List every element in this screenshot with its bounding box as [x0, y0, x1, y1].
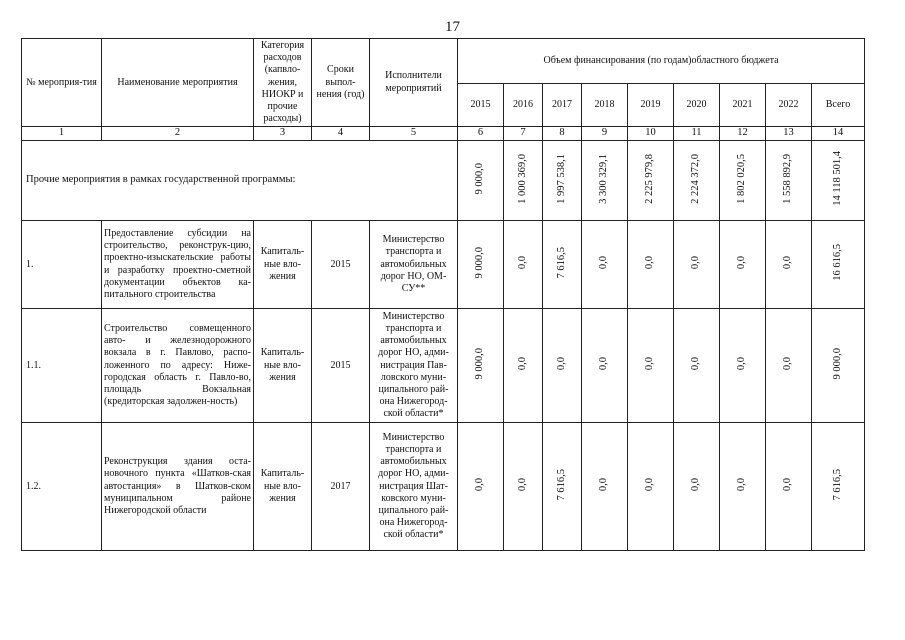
row-term: 2015: [312, 221, 370, 309]
summary-value-text: 2 224 372,0: [690, 153, 702, 204]
summary-value: [504, 141, 543, 221]
row-value: [628, 221, 674, 309]
row-value-text: 0,0: [555, 356, 567, 371]
index-cell: 12: [720, 127, 766, 141]
row-category: Капиталь-ные вло-жения: [254, 221, 312, 309]
row-value-text: 0,0: [690, 356, 702, 371]
row-value-text: 0,0: [516, 255, 528, 270]
summary-value: [543, 141, 582, 221]
index-cell: 13: [766, 127, 812, 141]
summary-total: [812, 141, 865, 221]
row-num: 1.: [22, 221, 102, 309]
header-year: 2017: [543, 83, 582, 127]
index-cell: 14: [812, 127, 865, 141]
header-total: Всего: [812, 83, 865, 127]
header-year: 2016: [504, 83, 543, 127]
row-value: [582, 221, 628, 309]
header-year: 2021: [720, 83, 766, 127]
row-value: [628, 423, 674, 551]
row-value: [543, 309, 582, 423]
header-year: 2019: [628, 83, 674, 127]
page-number: 17: [445, 19, 460, 35]
row-category: Капиталь-ные вло-жения: [254, 309, 312, 423]
row-total: [812, 423, 865, 551]
summary-value-text: 1 558 892,9: [782, 153, 794, 204]
row-value: [582, 309, 628, 423]
summary-value: [674, 141, 720, 221]
funding-table: [21, 38, 865, 551]
row-term: 2017: [312, 423, 370, 551]
row-value: [766, 221, 812, 309]
index-cell: 1: [22, 127, 102, 141]
row-value: [504, 309, 543, 423]
row-value-text: 0,0: [644, 255, 656, 270]
index-cell: 5: [370, 127, 458, 141]
row-value-text: 0,0: [474, 477, 486, 492]
row-executor: Министерство транспорта и автомобильных дорог НО, ОМ-СУ**: [370, 221, 458, 309]
summary-value-text: 1 802 020,5: [736, 153, 748, 204]
summary-value-text: 1 000 369,0: [516, 153, 528, 204]
index-cell: 8: [543, 127, 582, 141]
row-value-text: 0,0: [782, 255, 794, 270]
row-value: [458, 221, 504, 309]
row-name: Реконструкция здания оста-новочного пункта «Шатков-ская автостанция» в Шатков-ском муниципальном районе Нижегородской области: [102, 423, 254, 551]
summary-value: [720, 141, 766, 221]
row-value: [720, 221, 766, 309]
summary-value-text: 1 997 538,1: [555, 153, 567, 204]
row-value: [628, 309, 674, 423]
row-value: [543, 423, 582, 551]
header-year: 2020: [674, 83, 720, 127]
summary-value-text: 9 000,0: [474, 162, 486, 195]
row-value-text: 0,0: [516, 477, 528, 492]
summary-value: [766, 141, 812, 221]
row-value-text: 0,0: [690, 255, 702, 270]
row-num: 1.1.: [22, 309, 102, 423]
row-value-text: 0,0: [782, 356, 794, 371]
row-value: [458, 309, 504, 423]
summary-total-text: 14 118 501,4: [831, 151, 843, 206]
row-value-text: 7 616,5: [555, 468, 567, 501]
table-row: [22, 423, 865, 551]
row-value-text: 0,0: [598, 477, 610, 492]
row-category: Капиталь-ные вло-жения: [254, 423, 312, 551]
header-name: Наименование мероприятия: [102, 39, 254, 127]
row-value-text: 0,0: [598, 255, 610, 270]
row-total-text: 16 616,5: [831, 244, 843, 281]
summary-value: [628, 141, 674, 221]
row-num: 1.2.: [22, 423, 102, 551]
summary-value-text: 3 300 329,1: [598, 153, 610, 204]
index-cell: 4: [312, 127, 370, 141]
row-value: [504, 221, 543, 309]
index-cell: 9: [582, 127, 628, 141]
index-cell: 2: [102, 127, 254, 141]
header-row-1: [22, 39, 865, 84]
row-value: [674, 309, 720, 423]
header-year: 2022: [766, 83, 812, 127]
row-value: [674, 423, 720, 551]
row-value-text: 0,0: [516, 356, 528, 371]
table-row: [22, 309, 865, 423]
row-value: [504, 423, 543, 551]
row-executor: Министерство транспорта и автомобильных дорог НО, адми-нистрация Шат-ковского муни-ципального рай-она Нижегород-ской области*: [370, 423, 458, 551]
summary-row: [22, 141, 865, 221]
row-value-text: 9 000,0: [474, 246, 486, 279]
row-value-text: 0,0: [736, 255, 748, 270]
header-year: 2015: [458, 83, 504, 127]
header-terms: Сроки выпол-нения (год): [312, 39, 370, 127]
row-executor: Министерство транспорта и автомобильных дорог НО, адми-нистрация Пав-ловского муни-ципального рай-она Нижегород-ской области*: [370, 309, 458, 423]
row-name: Строительство совмещенного авто- и железнодорожного вокзала в г. Павлово, распо-ложенного по адресу: Ниже-городская область г. Павло-во, площадь Вокзальная (кредиторская задолжен-ность): [102, 309, 254, 423]
row-value: [766, 423, 812, 551]
header-year: 2018: [582, 83, 628, 127]
summary-value-text: 2 225 979,8: [644, 153, 656, 204]
row-name: Предоставление субсидии на строительство, реконструк-цию, проектно-изыскательские работы и разработку проектно-сметной документации объектов ка-питального строительства: [102, 221, 254, 309]
row-value-text: 0,0: [690, 477, 702, 492]
row-value-text: 0,0: [644, 356, 656, 371]
header-funding: Объем финансирования (по годам)областного бюджета: [458, 39, 865, 84]
row-value-text: 7 616,5: [555, 246, 567, 279]
summary-value: [458, 141, 504, 221]
row-value: [674, 221, 720, 309]
row-value-text: 0,0: [736, 477, 748, 492]
index-row: [22, 127, 865, 141]
index-cell: 6: [458, 127, 504, 141]
row-value: [543, 221, 582, 309]
row-value-text: 0,0: [736, 356, 748, 371]
row-total: [812, 309, 865, 423]
row-total: [812, 221, 865, 309]
row-value-text: 0,0: [598, 356, 610, 371]
row-value: [766, 309, 812, 423]
row-value-text: 0,0: [644, 477, 656, 492]
header-executors: Исполнители мероприятий: [370, 39, 458, 127]
header-category: Категория расходов (капвло-жения, НИОКР и прочие расходы): [254, 39, 312, 127]
summary-label: Прочие мероприятия в рамках государственной программы:: [22, 141, 458, 221]
index-cell: 3: [254, 127, 312, 141]
row-total-text: 7 616,5: [831, 468, 843, 501]
row-value: [720, 423, 766, 551]
row-value: [458, 423, 504, 551]
row-value: [720, 309, 766, 423]
row-value: [582, 423, 628, 551]
summary-value: [582, 141, 628, 221]
row-value-text: 9 000,0: [474, 347, 486, 380]
header-num: № мероприя-тия: [22, 39, 102, 127]
index-cell: 11: [674, 127, 720, 141]
row-value-text: 0,0: [782, 477, 794, 492]
row-total-text: 9 000,0: [831, 347, 843, 380]
table-row: [22, 221, 865, 309]
index-cell: 7: [504, 127, 543, 141]
index-cell: 10: [628, 127, 674, 141]
row-term: 2015: [312, 309, 370, 423]
